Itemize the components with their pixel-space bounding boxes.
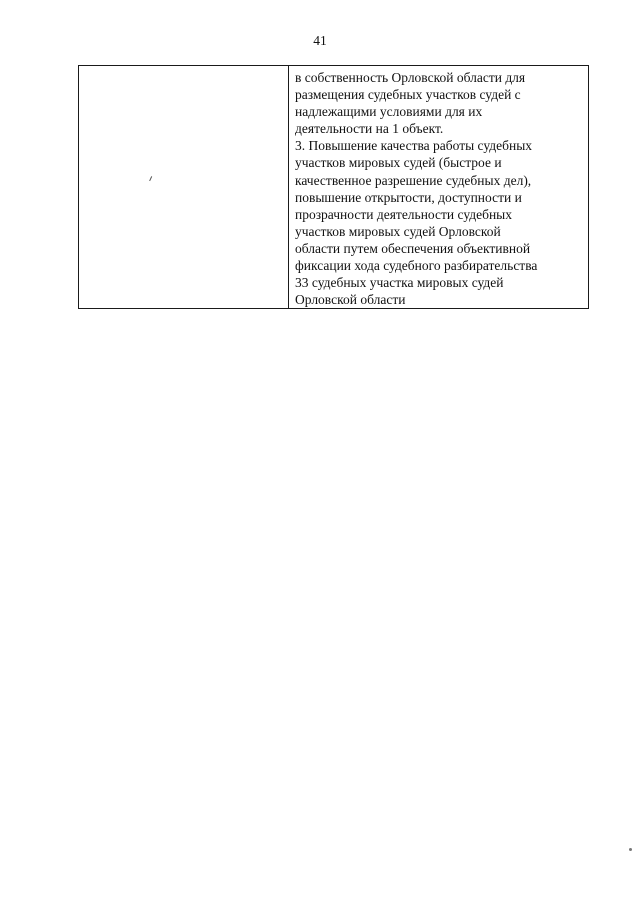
text-line: размещения судебных участков судей с: [295, 87, 521, 103]
text-line: участков мировых судей Орловской: [295, 223, 501, 239]
text-line: качественное разрешение судебных дел),: [295, 172, 532, 188]
document-table: [78, 65, 589, 309]
text-line: фиксации хода судебного разбирательства: [295, 258, 538, 274]
text-line: 3. Повышение качества работы судебных: [295, 138, 533, 154]
text-line: деятельности на 1 объект.: [295, 121, 444, 137]
text-line: прозрачности деятельности судебных: [295, 206, 512, 222]
table-cell-right: [289, 66, 588, 308]
text-line: области путем обеспечения объективной: [295, 240, 531, 256]
page-number: 41: [313, 33, 327, 48]
text-line: Орловской области: [295, 292, 406, 308]
text-line: в собственность Орловской области для: [295, 70, 526, 85]
text-line: надлежащими условиями для их: [295, 104, 483, 120]
scan-speck: [629, 848, 632, 851]
text-line: участков мировых судей (быстрое и: [295, 155, 502, 171]
text-line: 33 судебных участка мировых судей: [295, 275, 504, 291]
stray-scan-mark: [149, 176, 156, 183]
table-cell-left: [79, 66, 289, 308]
text-line: повышение открытости, доступности и: [295, 189, 522, 205]
